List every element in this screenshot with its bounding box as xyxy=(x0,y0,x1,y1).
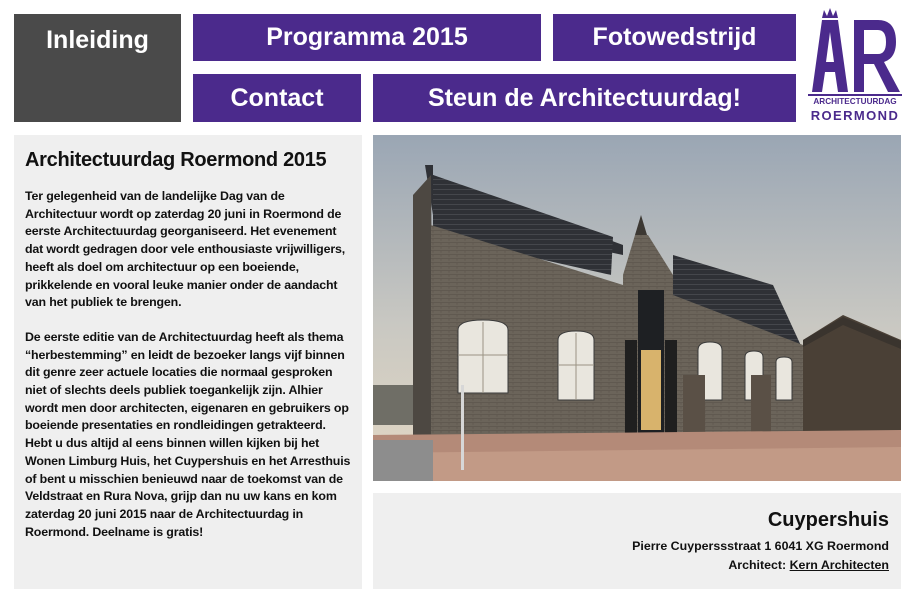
caption-panel xyxy=(373,493,901,589)
intro-paragraph-2: De eerste editie van de Architectuurdag heeft als thema “herbestemming” en leidt de bezoeker langs vijf binnen dit genre zeer actuele locaties die normaal gesproken niet of slechts deels publiek toegankelijk zijn. Alhier wordt men door architecten, eigenaren en gebruikers op boeiende presentaties en rondleidingen getrakteerd. Hebt u dus altijd al eens binnen willen kijken bij het Wonen Limburg Huis, het Cuypershuis en het Arresthuis of bent u misschien benieuwd naar de toekomst van de Veldstraat en Rura Nova, grijp dan nu uw kans en kom zaterdag 20 juni 2015 naar de Architectuurdag in Roermond. Deelname is gratis! xyxy=(25,329,351,539)
building-illustration xyxy=(373,135,901,481)
logo-graphic xyxy=(808,8,902,124)
intro-panel xyxy=(14,135,362,589)
nav-item-fotowedstrijd[interactable]: Fotowedstrijd xyxy=(553,14,796,61)
logo-text-line1: ARCHITECTUURDAG xyxy=(813,97,897,106)
site-logo[interactable] xyxy=(808,8,902,124)
location-name: Cuypershuis xyxy=(767,509,889,531)
nav-item-steun[interactable]: Steun de Architectuurdag! xyxy=(373,74,796,122)
nav-item-contact[interactable]: Contact xyxy=(193,74,361,122)
page-title: Architectuurdag Roermond 2015 xyxy=(25,149,327,171)
architect-link[interactable]: Kern Architecten xyxy=(789,558,889,572)
building-photo xyxy=(373,135,901,481)
intro-paragraph-1: Ter gelegenheid van de landelijke Dag van de Architectuur wordt op zaterdag 20 juni in Roermond de eerste Architectuurdag georganiseerd. Het evenement dat wordt gedragen door vele enthousiaste vrijwilligers, heeft als doel om architectuur op een boeiende, prikkelende en vooral leuke manier onder de aandacht van het publiek te brengen. xyxy=(25,189,346,310)
architect-line xyxy=(373,556,889,575)
architect-label: Architect: xyxy=(728,558,787,572)
nav-item-programma-2015[interactable]: Programma 2015 xyxy=(193,14,541,61)
logo-text-line2: ROERMOND xyxy=(810,108,900,123)
location-address: Pierre Cuyperssstraat 1 6041 XG Roermond xyxy=(632,539,889,553)
nav-item-inleiding[interactable]: Inleiding xyxy=(14,14,181,122)
